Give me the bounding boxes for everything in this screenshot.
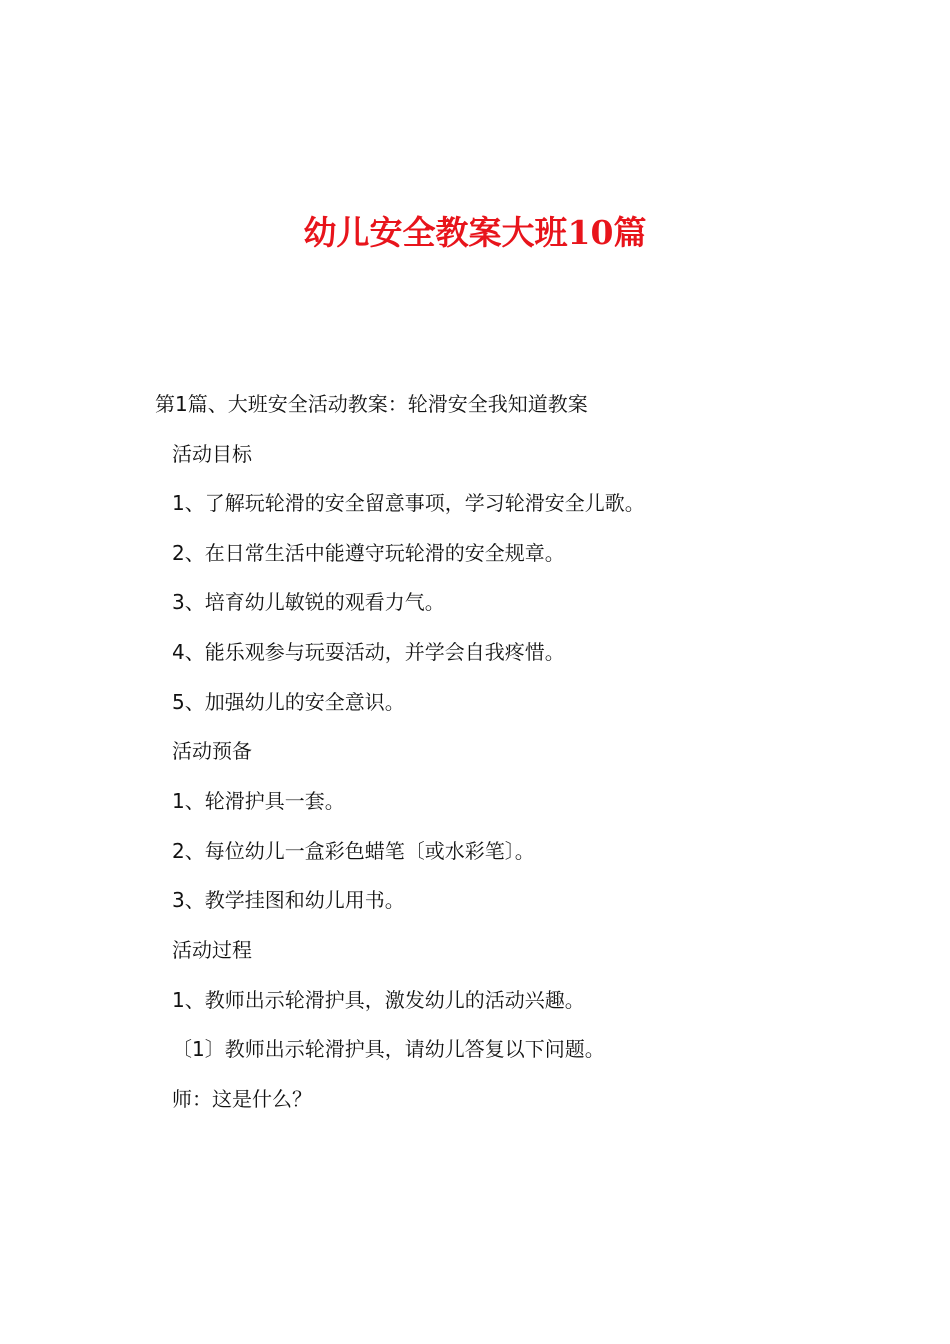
preparation-item: 3、教学挂图和幼儿用书。 — [172, 888, 405, 912]
section-heading-goals: 活动目标 — [172, 442, 252, 466]
goal-item: 2、在日常生活中能遵守玩轮滑的安全规章。 — [172, 541, 565, 565]
goal-item: 5、加强幼儿的安全意识。 — [172, 690, 405, 714]
process-subitem: 〔1〕教师出示轮滑护具，请幼儿答复以下问题。 — [172, 1037, 605, 1061]
document-title: 幼儿安全教案大班10篇 — [303, 213, 647, 252]
article-heading: 第1篇、大班安全活动教案：轮滑安全我知道教案 — [155, 392, 588, 416]
preparation-item: 2、每位幼儿一盒彩色蜡笔〔或水彩笔〕。 — [172, 839, 535, 863]
goal-item: 1、了解玩轮滑的安全留意事项，学习轮滑安全儿歌。 — [172, 491, 645, 515]
section-heading-process: 活动过程 — [172, 938, 252, 962]
dialogue-line: 师：这是什么？ — [172, 1087, 312, 1111]
preparation-item: 1、轮滑护具一套。 — [172, 789, 345, 813]
process-item: 1、教师出示轮滑护具，激发幼儿的活动兴趣。 — [172, 988, 585, 1012]
goal-item: 4、能乐观参与玩耍活动，并学会自我疼惜。 — [172, 640, 565, 664]
goal-item: 3、培育幼儿敏锐的观看力气。 — [172, 590, 445, 614]
section-heading-preparation: 活动预备 — [172, 739, 252, 763]
